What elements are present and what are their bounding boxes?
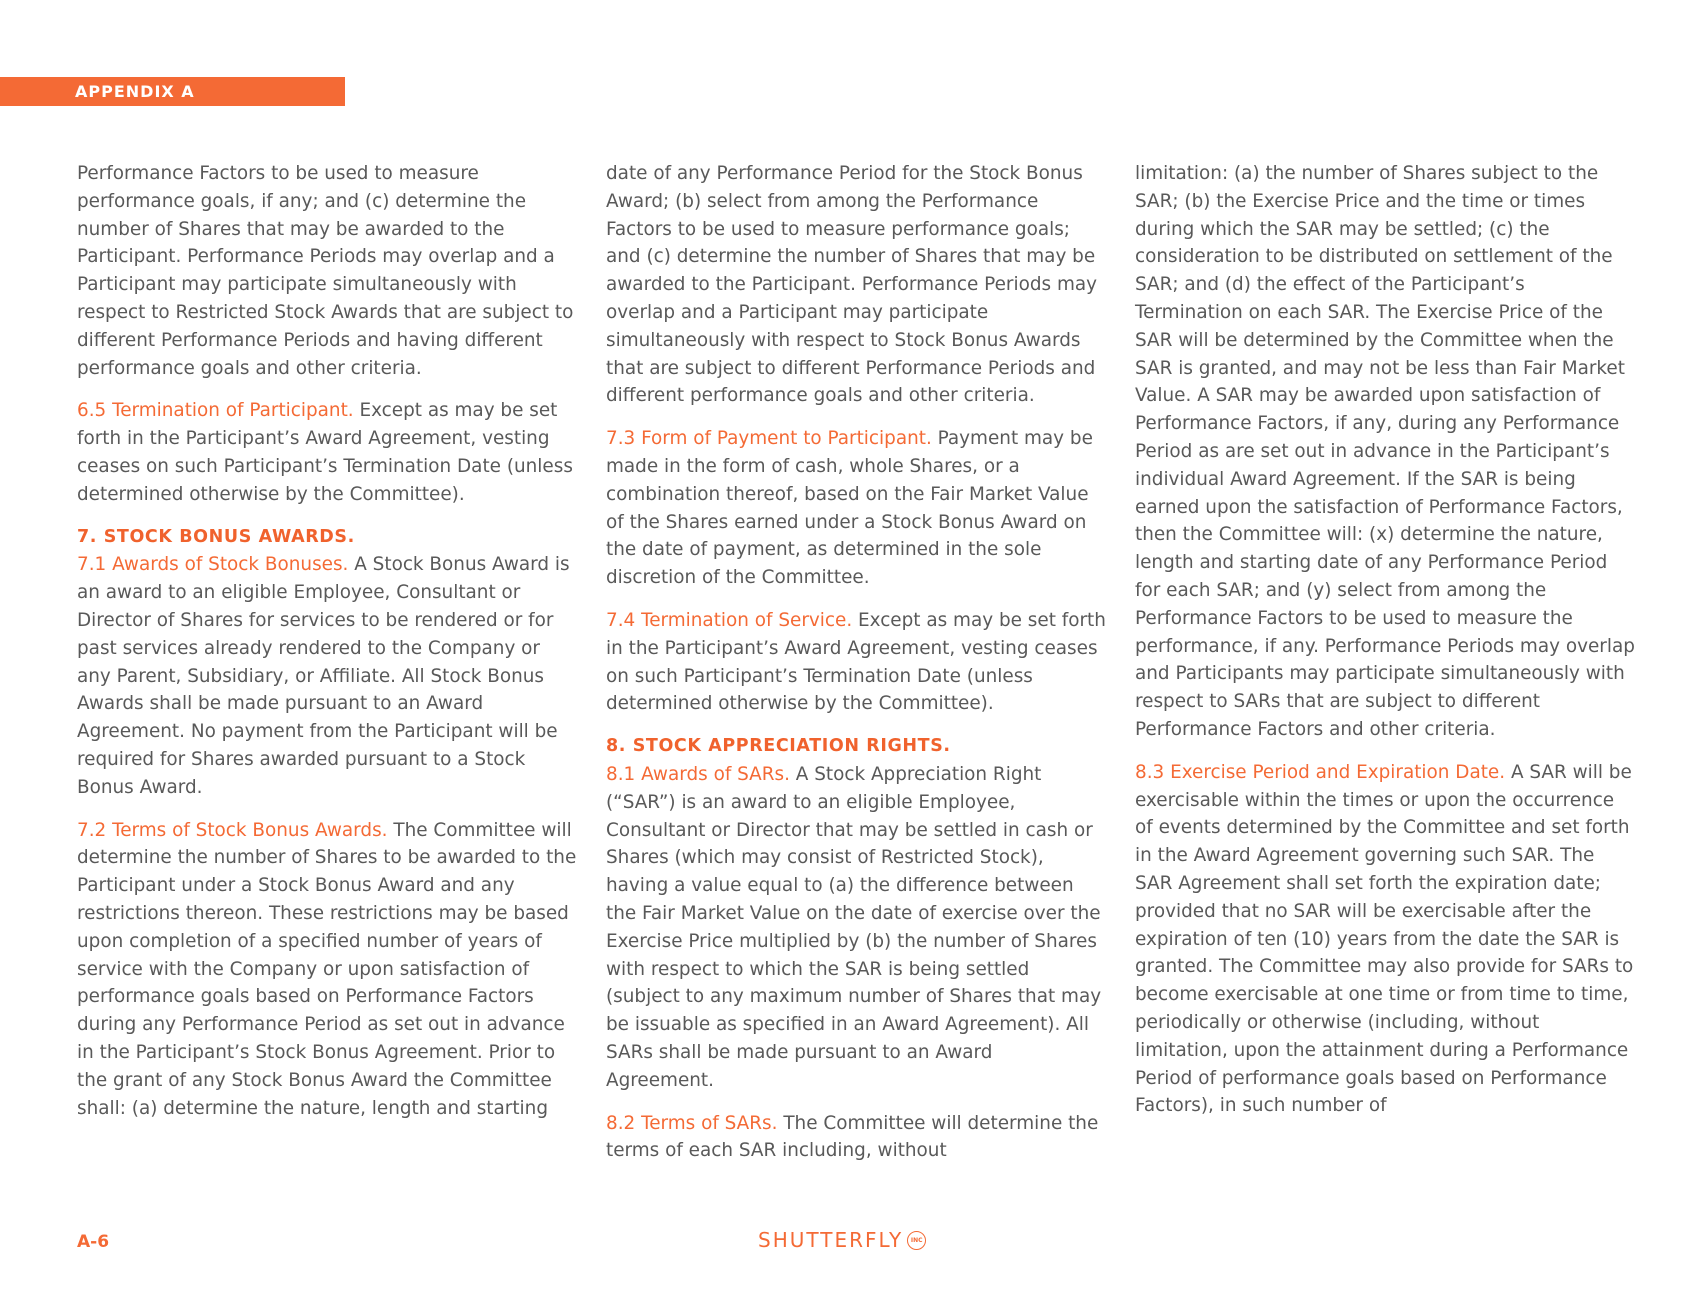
paragraph-continuation: Performance Factors to be used to measure performance goals, if any; and (c) determine the number of Shares that may be awarded to the Participant. Performance Periods may overlap and a Participant may participate simultaneously with respect to Restricted Stock Awards that are subject to different Performance Periods and having different performance goals and other criteria. [77,163,574,379]
section-8-1-heading: 8.1 Awards of SARs. [606,763,790,785]
appendix-label: APPENDIX A [75,82,195,101]
inc-badge-icon: INC [907,1231,926,1250]
section-8-1 [606,761,1106,1095]
page-number: A-6 [77,1232,110,1252]
column-3 [1135,160,1635,1135]
section-7-3 [606,425,1106,592]
section-6-5-text: Except as may be set forth in the Participant’s Award Agreement, vesting ceases on such Participant’s Termination Date (unless determined otherwise by the Committee). [77,400,573,505]
appendix-header-bar [0,77,345,106]
paragraph-continuation: limitation: (a) the number of Shares subject to the SAR; (b) the Exercise Price and the time or times during which the SAR may be settled; (c) the consideration to be distributed on settlement of the SAR; and (d) the effect of the Participant’s Termination on each SAR. The Exercise Price of the SAR will be determined by the Committee when the SAR is granted, and may not be less than Fair Market Value. A SAR may be awarded upon satisfaction of Performance Factors, if any, during any Performance Period as are set out in advance in the Participant’s individual Award Agreement. If the SAR is being earned upon the satisfaction of Performance Factors, then the Committee will: (x) determine the nature, length and starting date of any Performance Period for each SAR; and (y) select from among the Performance Factors to be used to measure the performance, if any. Performance Periods may overlap and Participants may participate simultaneously with respect to SARs that are subject to different Performance Factors and other criteria. [1135,163,1635,740]
section-7-2-text: The Committee will determine the number of Shares to be awarded to the Participant under a Stock Bonus Award and any restrictions thereon. These restrictions may be based upon completion of a specified number of years of service with the Company or upon satisfaction of performance goals based on Performance Factors during any Performance Period as set out in advance in the Participant’s Stock Bonus Agreement. Prior to the grant of any Stock Bonus Award the Committee shall: (a) determine the nature, length and starting [77,819,577,1119]
section-8-3-heading: 8.3 Exercise Period and Expiration Date. [1135,761,1506,783]
section-7-4 [606,607,1106,718]
section-8-2-heading: 8.2 Terms of SARs. [606,1112,778,1134]
section-6-5-heading: 6.5 Termination of Participant. [77,400,354,422]
section-7-1-text: A Stock Bonus Award is an award to an eligible Employee, Consultant or Director of Shares for services to be rendered or for past services already rendered to the Company or any Parent, Subsidiary, or Affiliate. All Stock Bonus Awards shall be made pursuant to an Award Agreement. No payment from the Participant will be required for Shares awarded pursuant to a Stock Bonus Award. [77,554,570,798]
section-8-3 [1135,759,1635,1120]
logo-text: SHUTTERFLY [758,1228,904,1252]
section-7-2-heading: 7.2 Terms of Stock Bonus Awards. [77,819,388,841]
section-7-4-text: Except as may be set forth in the Participant’s Award Agreement, vesting ceases on such Participant’s Termination Date (unless determined otherwise by the Committee). [606,609,1106,715]
paragraph-continuation: date of any Performance Period for the Stock Bonus Award; (b) select from among the Performance Factors to be used to measure performance goals; and (c) determine the number of Shares that may be awarded to the Participant. Performance Periods may overlap and a Participant may participate simultaneously with respect to Stock Bonus Awards that are subject to different Performance Periods and different performance goals and other criteria. [606,163,1098,407]
section-7-1 [77,551,577,801]
section-8-2 [606,1110,1106,1166]
section-8-3-text: A SAR will be exercisable within the times or upon the occurrence of events determined by the Committee and set forth in the Award Agreement governing such SAR. The SAR Agreement shall set forth the expiration date; provided that no SAR will be exercisable after the expiration of ten (10) years from the date the SAR is granted. The Committee may also provide for SARs to become exercisable at one time or from time to time, periodically or otherwise (including, without limitation, upon the attainment during a Performance Period of performance goals based on Performance Factors), in such number of [1135,761,1634,1117]
section-7-1-heading: 7.1 Awards of Stock Bonuses. [77,554,349,576]
section-7-3-heading: 7.3 Form of Payment to Participant. [606,428,932,450]
section-7-2 [77,817,577,1123]
section-6-5 [77,397,577,508]
section-8-heading: 8. STOCK APPRECIATION RIGHTS. [606,736,951,757]
column-2 [606,160,1106,1180]
section-7-3-text: Payment may be made in the form of cash, whole Shares, or a combination thereof, based on the Fair Market Value of the Shares earned under a Stock Bonus Award on the date of payment, as determined in the sole discretion of the Committee. [606,428,1093,589]
section-8-2-text: The Committee will determine the terms of each SAR including, without [606,1112,1099,1162]
column-1 [77,160,577,1137]
section-7-4-heading: 7.4 Termination of Service. [606,609,853,631]
section-8-1-text: A Stock Appreciation Right (“SAR”) is an award to an eligible Employee, Consultant or Director that may be settled in cash or Shares (which may consist of Restricted Stock), having a value equal to (a) the difference between the Fair Market Value on the date of exercise over the Exercise Price multiplied by (b) the number of Shares with respect to which the SAR is being settled (subject to any maximum number of Shares that may be issuable as specified in an Award Agreement). All SARs shall be made pursuant to an Award Agreement. [606,763,1102,1091]
shutterfly-logo [758,1228,926,1252]
section-7-heading: 7. STOCK BONUS AWARDS. [77,526,355,547]
